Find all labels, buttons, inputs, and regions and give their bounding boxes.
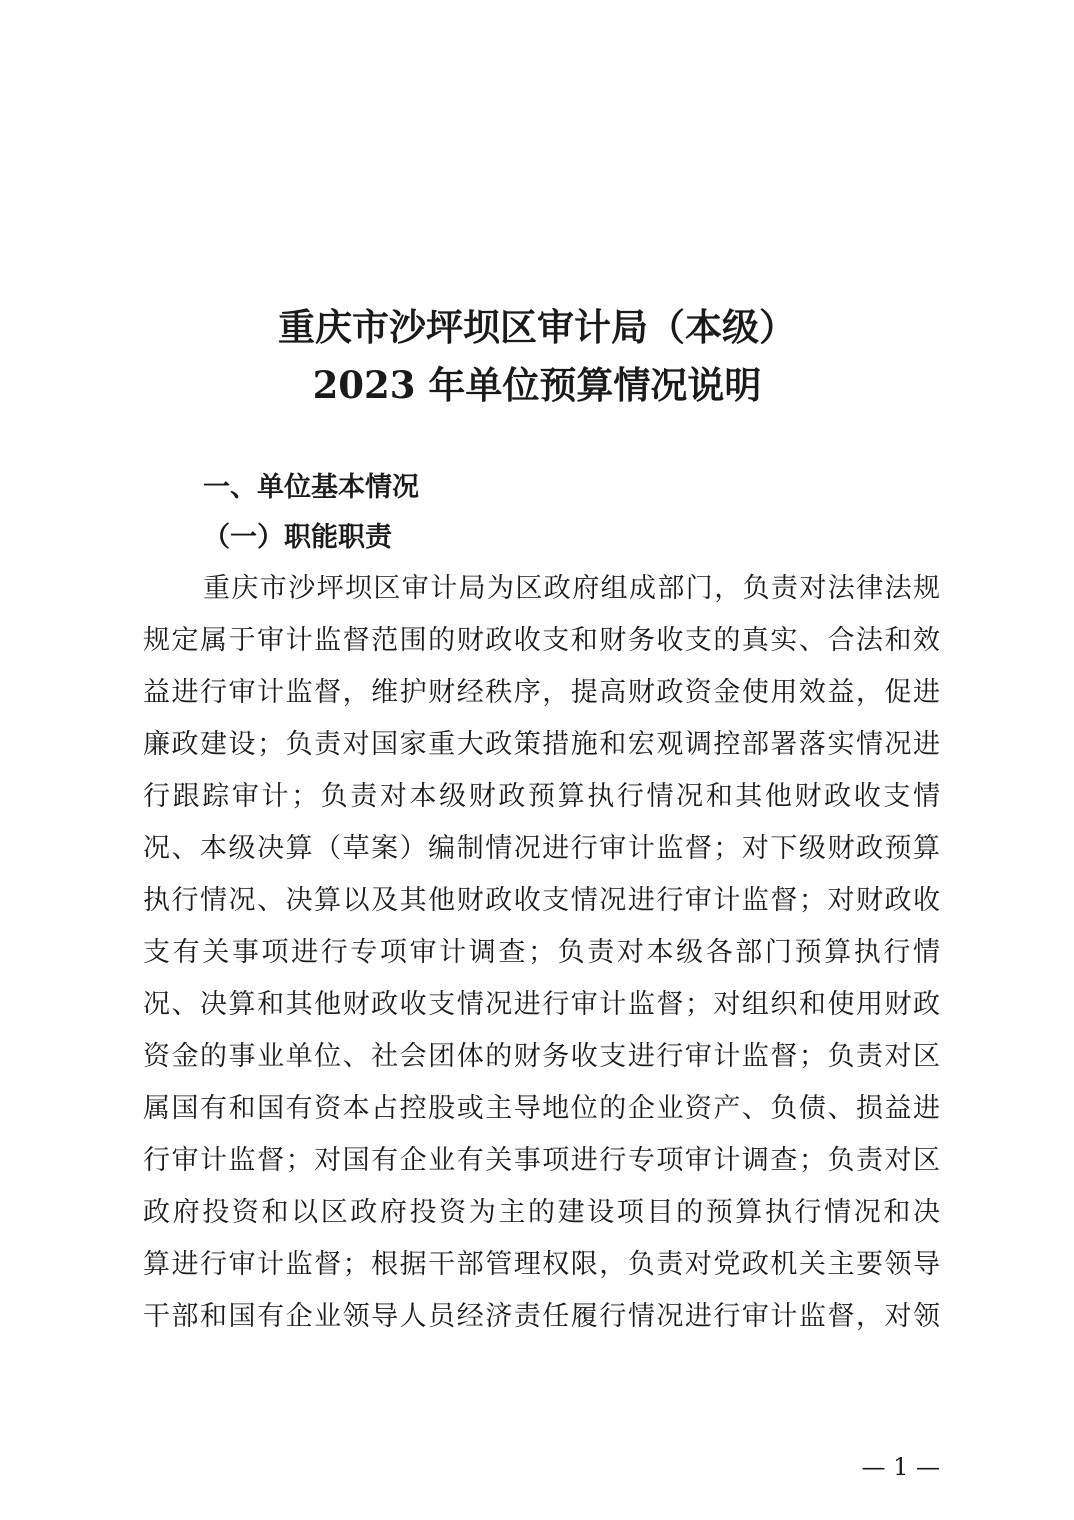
document-title-line-2: 2023 年单位预算情况说明 <box>312 363 762 407</box>
body-line: 况、本级决算（草案）编制情况进行审计监督；对下级财政预算 <box>143 833 940 864</box>
body-line: 规定属于审计监督范围的财政收支和财务收支的真实、合法和效 <box>143 625 940 656</box>
body-line: 执行情况、决算以及其他财政收支情况进行审计监督；对财政收 <box>143 885 940 916</box>
body-line: 干部和国有企业领导人员经济责任履行情况进行审计监督，对领 <box>143 1301 940 1332</box>
body-line: 支有关事项进行专项审计调查；负责对本级各部门预算执行情 <box>143 937 940 968</box>
body-line: 政府投资和以区政府投资为主的建设项目的预算执行情况和决 <box>143 1197 940 1228</box>
body-line: 况、决算和其他财政收支情况进行审计监督；对组织和使用财政 <box>143 989 940 1020</box>
body-line: 属国有和国有资本占控股或主导地位的企业资产、负债、损益进 <box>143 1093 940 1124</box>
body-paragraph <box>143 571 940 1351</box>
body-line: 行跟踪审计；负责对本级财政预算执行情况和其他财政收支情 <box>143 781 940 812</box>
subsection-heading: （一）职能职责 <box>203 522 392 553</box>
document-title-line-1: 重庆市沙坪坝区审计局（本级） <box>278 305 796 349</box>
body-line: 益进行审计监督，维护财经秩序，提高财政资金使用效益，促进 <box>143 677 940 708</box>
body-line: 廉政建设；负责对国家重大政策措施和宏观调控部署落实情况进 <box>143 729 940 760</box>
page-number: — 1 — <box>861 1453 940 1481</box>
body-line: 重庆市沙坪坝区审计局为区政府组成部门，负责对法律法规 <box>203 573 940 604</box>
body-line: 资金的事业单位、社会团体的财务收支进行审计监督；负责对区 <box>143 1041 940 1072</box>
body-line: 行审计监督；对国有企业有关事项进行专项审计调查；负责对区 <box>143 1145 940 1176</box>
body-line: 算进行审计监督；根据干部管理权限，负责对党政机关主要领导 <box>143 1249 940 1280</box>
section-heading: 一、单位基本情况 <box>203 472 419 503</box>
